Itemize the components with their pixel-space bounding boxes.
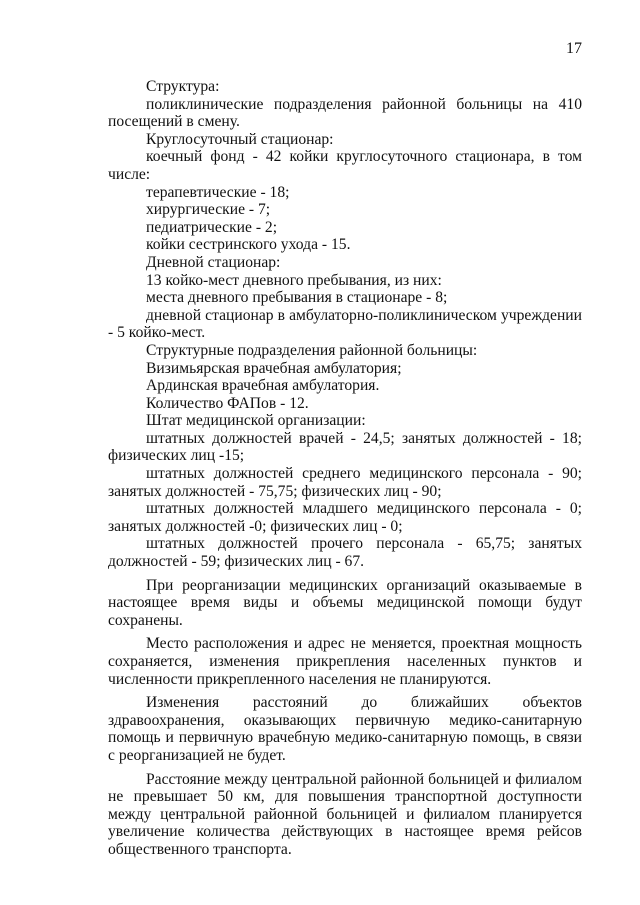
list-item-outpatient-day-hospital: дневной стационар в амбулаторно-поликлиническом учреждении - 5 койко-мест. — [108, 306, 582, 342]
subdivisions-heading: Структурные подразделения районной больницы: — [146, 341, 478, 359]
structure-heading: Структура: — [146, 78, 220, 95]
page-number: 17 — [566, 40, 582, 57]
staff-heading: Штат медицинской организации: — [146, 412, 366, 430]
list-item-pediatric: педиатрические - 2; — [146, 218, 278, 236]
document-body — [108, 78, 582, 859]
list-item-nursing-care: койки сестринского ухода - 15. — [146, 236, 351, 254]
reorganization-paragraph: При реорганизации медицинских организаций оказываемые в настоящее время виды и объемы медицинской помощи будут сохранены. — [108, 576, 582, 629]
list-item-therapeutic: терапевтические - 18; — [146, 183, 290, 201]
list-item-vizimyar-ambulatory: Визимьярская врачебная амбулатория; — [146, 359, 402, 377]
distance-changes-paragraph: Изменения расстояний до ближайших объектов здравоохранения, оказывающих первичную медико-санитарную помощь и первичную врачебную медико-санитарную помощь, в связи с реорганизацией не будет. — [108, 694, 582, 764]
round-clock-hospital-heading: Круглосуточный стационар: — [146, 130, 334, 148]
list-item-arda-ambulatory: Ардинская врачебная амбулатория. — [146, 377, 380, 395]
list-item-hospital-day-places: места дневного пребывания в стационаре - 8; — [146, 289, 448, 307]
list-item-surgical: хирургические - 7; — [146, 201, 271, 219]
fap-count: Количество ФАПов - 12. — [146, 394, 309, 412]
staff-other: штатных должностей прочего персонала - 65,75; занятых должностей - 59; физических лиц - 67. — [108, 535, 582, 571]
branch-distance-paragraph: Расстояние между центральной районной больницей и филиалом не превышает 50 км, для повышения транспортной доступности между центральной районной больницей и филиалом планируется увеличение количества действующих в настоящее время рейсов общественного транспорта. — [108, 770, 582, 858]
location-paragraph: Место расположения и адрес не меняется, проектная мощность сохраняется, изменения прикрепления населенных пунктов и численности прикрепленного населения не планируются. — [108, 635, 582, 688]
staff-doctors: штатных должностей врачей - 24,5; занятых должностей - 18; физических лиц -15; — [108, 429, 582, 465]
day-stay-places: 13 койко-мест дневного пребывания, из них: — [146, 271, 442, 289]
bed-fund-paragraph: коечный фонд - 42 койки круглосуточного стационара, в том числе: — [108, 148, 582, 183]
day-hospital-heading: Дневной стационар: — [146, 253, 281, 271]
staff-junior: штатных должностей младшего медицинского персонала - 0; занятых должностей -0; физических лиц - 0; — [108, 500, 582, 535]
polyclinic-paragraph: поликлинические подразделения районной больницы на 410 посещений в смену. — [108, 95, 582, 131]
staff-mid-level: штатных должностей среднего медицинского персонала - 90; занятых должностей - 75,75; физических лиц - 90; — [108, 465, 582, 500]
